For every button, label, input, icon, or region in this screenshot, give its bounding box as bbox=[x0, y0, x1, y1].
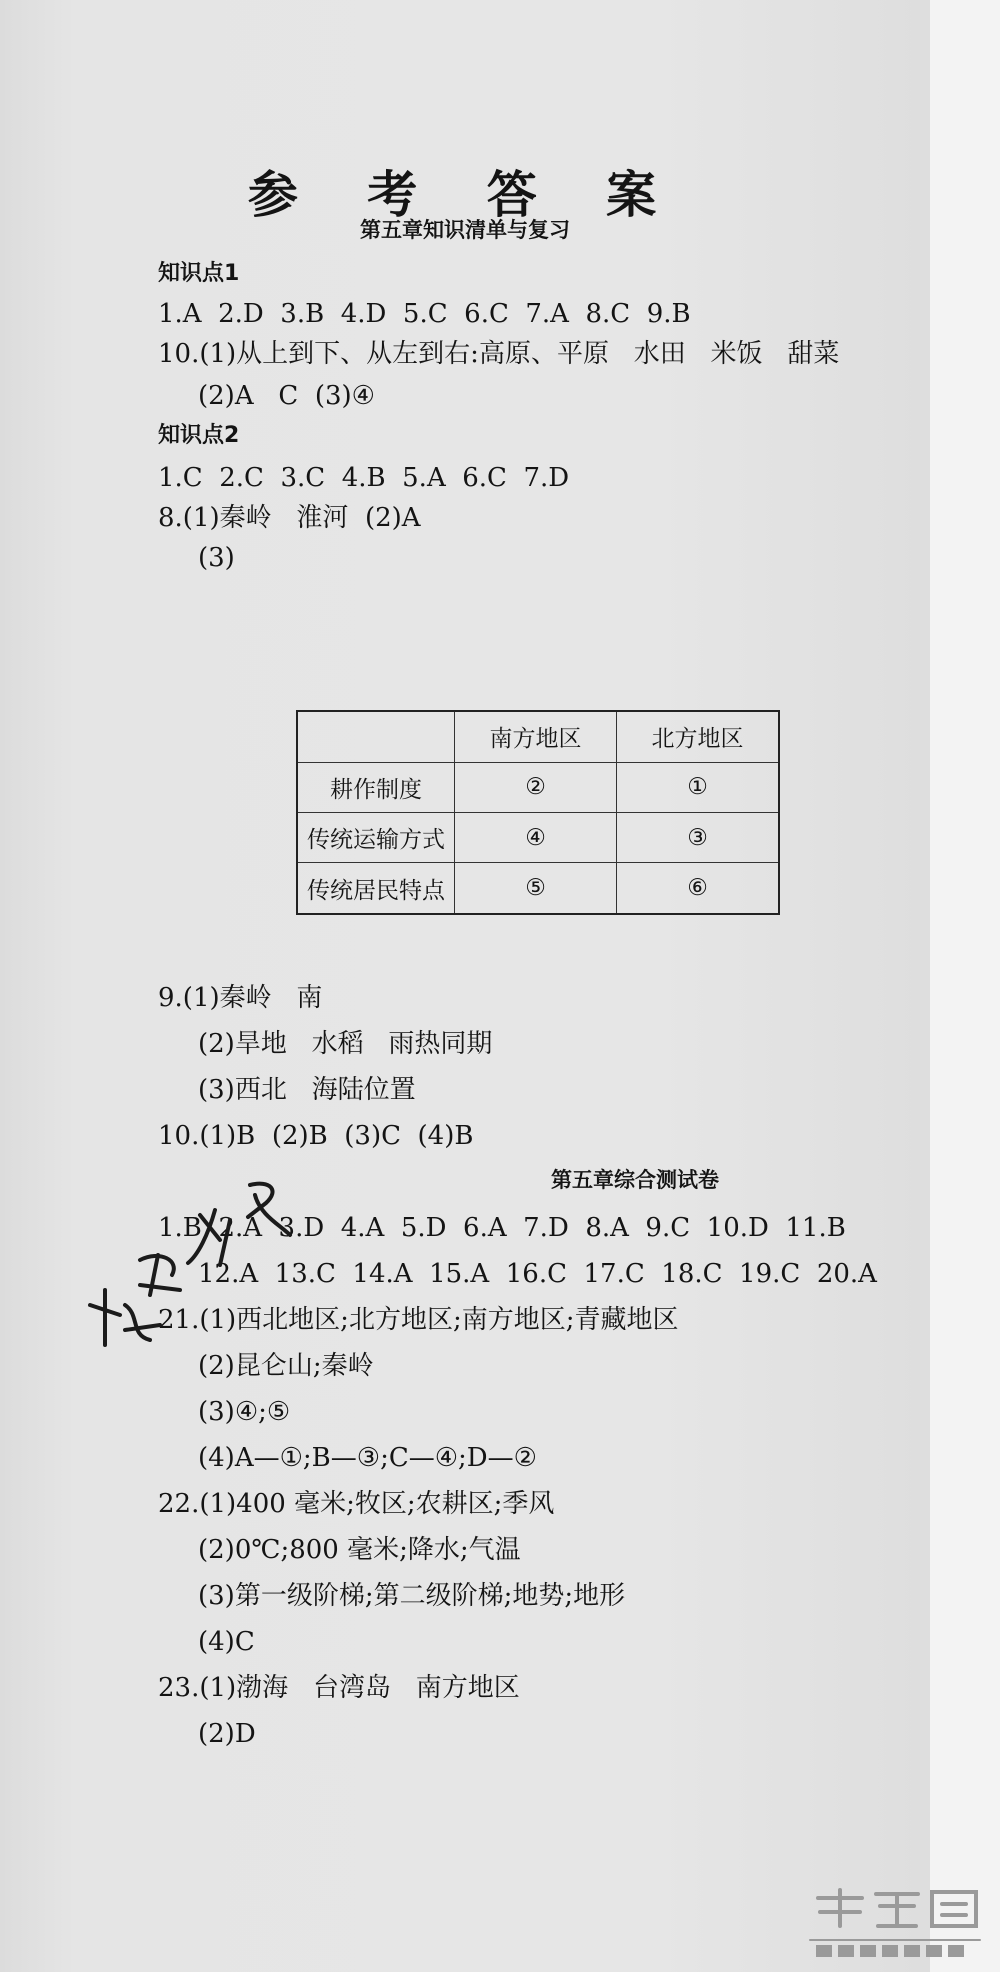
q23-subline: (2)D bbox=[198, 1719, 256, 1749]
table-row bbox=[297, 762, 779, 812]
q21-subline: (4)A—①;B—③;C—④;D—② bbox=[198, 1443, 537, 1473]
kp1-answers: 1.A 2.D 3.B 4.D 5.C 6.C 7.A 8.C 9.B bbox=[158, 299, 691, 329]
table-cell: ② bbox=[455, 762, 617, 812]
table-cell: 传统运输方式 bbox=[297, 812, 455, 862]
kp1-q10-subline: (2)A C (3)④ bbox=[198, 381, 375, 411]
q22-subline: (3)第一级阶梯;第二级阶梯;地势;地形 bbox=[198, 1581, 626, 1611]
kp2-q8-subline: (3) bbox=[198, 543, 235, 573]
table-header-cell: 南方地区 bbox=[455, 711, 617, 762]
table-cell: 耕作制度 bbox=[297, 762, 455, 812]
q21-subline: (3)④;⑤ bbox=[198, 1397, 291, 1427]
table-header-cell bbox=[297, 711, 455, 762]
table-cell: ⑤ bbox=[455, 863, 617, 914]
table-cell: ④ bbox=[455, 812, 617, 862]
table-cell: ③ bbox=[617, 812, 779, 862]
watermark-logo bbox=[800, 1882, 990, 1962]
table-row bbox=[297, 812, 779, 862]
page-title: 参 考 答 案 bbox=[247, 165, 683, 224]
section-heading-review: 第五章知识清单与复习 bbox=[360, 218, 570, 242]
q10-line: 10.(1)B (2)B (3)C (4)B bbox=[158, 1121, 474, 1151]
q9-subline: (3)西北 海陆位置 bbox=[198, 1075, 416, 1105]
q21-subline: (2)昆仑山;秦岭 bbox=[198, 1351, 374, 1381]
test-mc-line: 12.A 13.C 14.A 15.A 16.C 17.C 18.C 19.C 20.A bbox=[198, 1259, 877, 1289]
q22-subline: (4)C bbox=[198, 1627, 255, 1657]
table-header-cell: 北方地区 bbox=[617, 711, 779, 762]
q9-subline: (2)旱地 水稻 雨热同期 bbox=[198, 1029, 493, 1059]
comparison-table bbox=[296, 710, 780, 915]
table-cell: 传统居民特点 bbox=[297, 863, 455, 914]
table-header-row bbox=[297, 711, 779, 762]
q22-line: 22.(1)400 毫米;牧区;农耕区;季风 bbox=[158, 1489, 555, 1519]
q9-line: 9.(1)秦岭 南 bbox=[158, 983, 323, 1013]
q22-subline: (2)0℃;800 毫米;降水;气温 bbox=[198, 1535, 521, 1565]
table-cell: ⑥ bbox=[617, 863, 779, 914]
handwritten-note bbox=[80, 1165, 300, 1355]
table-cell: ① bbox=[617, 762, 779, 812]
kp1-q10-line: 10.(1)从上到下、从左到右:高原、平原 水田 米饭 甜菜 bbox=[158, 339, 840, 369]
test-mc-line: 1.B 2.A 3.D 4.A 5.D 6.A 7.D 8.A 9.C 10.D 11.B bbox=[158, 1213, 846, 1243]
q21-line: 21.(1)西北地区;北方地区;南方地区;青藏地区 bbox=[158, 1305, 679, 1335]
table-row bbox=[297, 863, 779, 914]
kp2-q8-line: 8.(1)秦岭 淮河 (2)A bbox=[158, 503, 421, 533]
knowledge-point-1-label: 知识点1 bbox=[158, 261, 240, 286]
page-margin bbox=[930, 0, 1000, 1972]
q23-line: 23.(1)渤海 台湾岛 南方地区 bbox=[158, 1673, 520, 1703]
section-heading-test: 第五章综合测试卷 bbox=[551, 1168, 719, 1192]
knowledge-point-2-label: 知识点2 bbox=[158, 423, 240, 448]
kp2-answers: 1.C 2.C 3.C 4.B 5.A 6.C 7.D bbox=[158, 463, 570, 493]
